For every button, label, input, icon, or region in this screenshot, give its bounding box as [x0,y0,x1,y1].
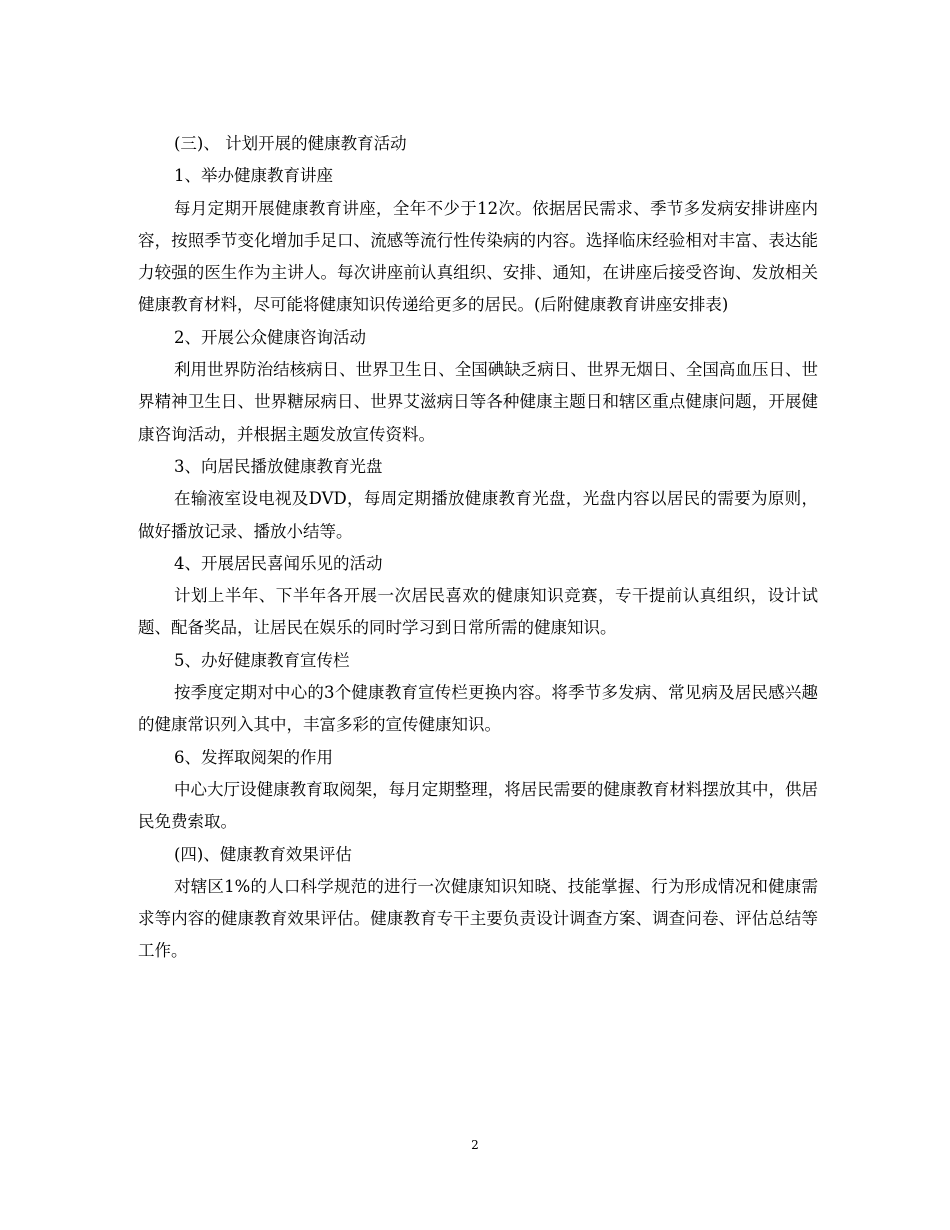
item-heading-2: 2、开展公众健康咨询活动 [174,327,366,347]
item-body-5: 按季度定期对中心的3个健康教育宣传栏更换内容。将季节多发病、常见病及居民感兴趣的健康常识列入其中，丰富多彩的宣传健康知识。 [138,683,818,735]
section-heading-3: (三)、 计划开展的健康教育活动 [174,134,407,153]
item-heading-5: 5、办好健康教育宣传栏 [174,650,350,670]
item-body-1: 每月定期开展健康教育讲座，全年不少于12次。依据居民需求、季节多发病安排讲座内容，按照季节变化增加手足口、流感等流行性传染病的内容。选择临床经验相对丰富、表达能力较强的医生作为主讲人。每次讲座前认真组织、安排、通知，在讲座后接受咨询、发放相关健康教育材料，尽可能将健康知识传递给更多的居民。(后附健康教育讲座安排表) [138,198,818,315]
document-body [138,128,818,968]
evaluation-body: 对辖区1%的人口科学规范的进行一次健康知识知晓、技能掌握、行为形成情况和健康需求等内容的健康教育效果评估。健康教育专干主要负责设计调查方案、调查问卷、评估总结等工作。 [138,876,818,961]
page-number: 2 [471,1138,479,1152]
item-body-3: 在输液室设电视及DVD，每周定期播放健康教育光盘，光盘内容以居民的需要为原则，做好播放记录、播放小结等。 [138,489,818,541]
item-body-4: 计划上半年、下半年各开展一次居民喜欢的健康知识竞赛，专干提前认真组织，设计试题、配备奖品，让居民在娱乐的同时学习到日常所需的健康知识。 [138,586,818,638]
section-heading-4: (四)、健康教育效果评估 [174,844,352,864]
item-body-6: 中心大厅设健康教育取阅架，每月定期整理，将居民需要的健康教育材料摆放其中，供居民免费索取。 [138,779,818,832]
item-heading-4: 4、开展居民喜闻乐见的活动 [174,553,383,573]
item-heading-1: 1、举办健康教育讲座 [174,166,333,186]
item-heading-6: 6、发挥取阅架的作用 [174,747,333,767]
item-body-2: 利用世界防治结核病日、世界卫生日、全国碘缺乏病日、世界无烟日、全国高血压日、世界精神卫生日、世界糖尿病日、世界艾滋病日等各种健康主题日和辖区重点健康问题，开展健康咨询活动，并根据主题发放宣传资料。 [138,360,818,444]
item-heading-3: 3、向居民播放健康教育光盘 [174,456,383,476]
